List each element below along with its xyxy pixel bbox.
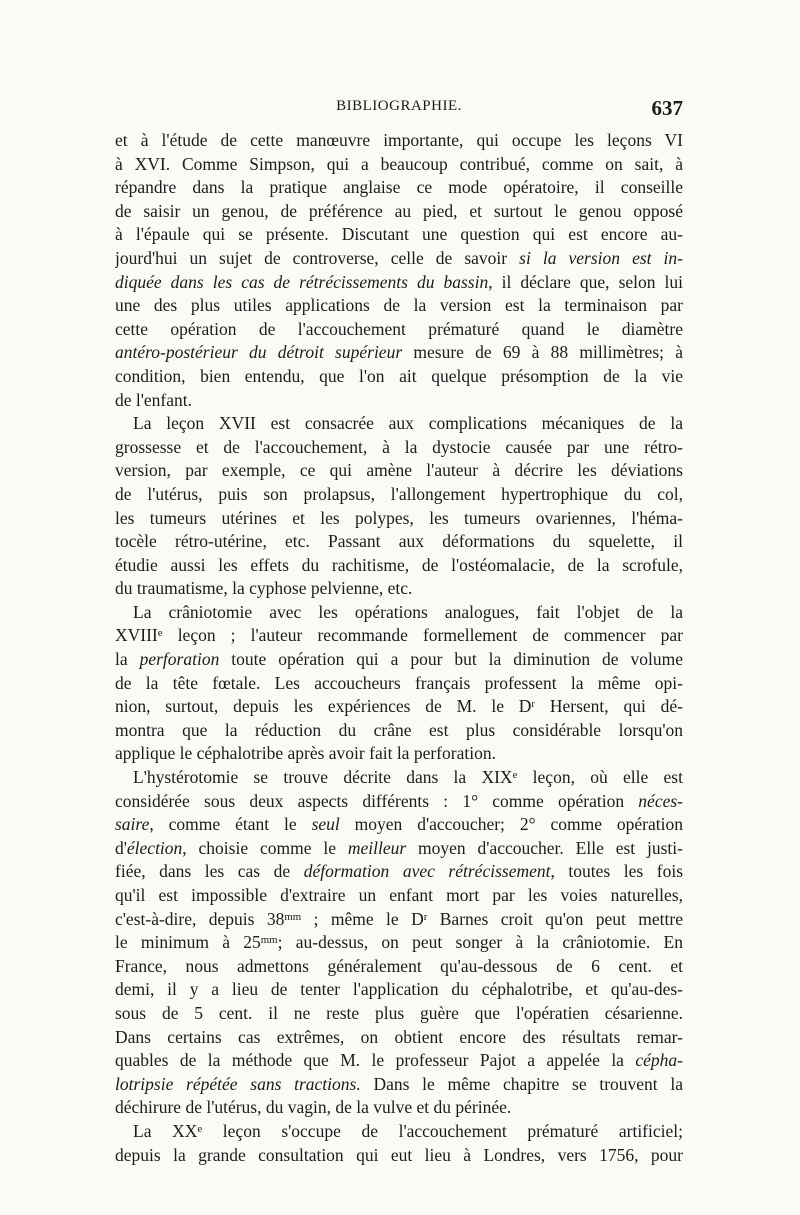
superscript: e (197, 1123, 203, 1136)
text-line (115, 294, 683, 318)
superscript: e (512, 769, 518, 782)
text-line (115, 860, 683, 884)
text-run: tocèle rétro-utérine, etc. Passant aux déformations du squelette, il (115, 531, 683, 552)
text-run: condition, bien entendu, que l'on ait quelque présomption de la vie (115, 365, 683, 386)
superscript: e (157, 627, 163, 640)
text-line (115, 247, 683, 271)
text-line (115, 766, 683, 790)
text-run: déchirure de l'utérus, du vagin, de la vulve et du périnée. (115, 1097, 512, 1118)
text-run: sous de 5 cent. il ne reste plus guère que l'opératien césarienne. (115, 1002, 683, 1023)
text-line (115, 176, 683, 200)
text-run: fiée, dans les cas de (115, 861, 304, 882)
italic-text: néces- (638, 790, 683, 811)
italic-text: meilleur (347, 837, 407, 858)
superscript: r (423, 910, 428, 923)
text-line (115, 341, 683, 365)
text-run: considérée sous deux aspects différents : 1° comme opération (115, 790, 639, 811)
text-line (115, 1049, 683, 1073)
text-run: , comme étant le (149, 814, 312, 835)
text-run: demi, il y a lieu de tenter l'application du céphalotribe, et qu'au-des- (115, 979, 683, 1000)
text-run: du traumatisme, la cyphose pelvienne, etc. (115, 578, 413, 599)
superscript: mm (260, 934, 278, 947)
text-line (115, 389, 683, 413)
text-run: , toutes les fois (550, 861, 683, 882)
text-run: une des plus utiles applications de la version est la terminaison par (115, 295, 683, 316)
text-run: leçon s'occupe de l'accouchement prématuré artificiel; (202, 1120, 683, 1141)
text-line (115, 153, 683, 177)
text-run: version, par exemple, ce qui amène l'auteur à décrire les déviations (115, 460, 683, 481)
text-run: étudie aussi les effets du rachitisme, de l'ostéomalacie, de la scrofule, (115, 554, 683, 575)
text-line (115, 978, 683, 1002)
text-run: moyen d'accoucher. Elle est justi- (406, 837, 683, 858)
text-line (115, 271, 683, 295)
text-line (115, 318, 683, 342)
text-run: cette opération de l'accouchement prématuré quand le diamètre (115, 318, 683, 339)
text-run: qu'il est impossible d'extraire un enfant mort par les voies naturelles, (115, 885, 683, 905)
text-line (115, 436, 683, 460)
text-run: et à l'étude de cette manœuvre importante, qui occupe les leçons VI (115, 130, 683, 150)
text-line (115, 1120, 683, 1144)
text-run: le minimum à 25 (115, 932, 261, 953)
text-line (115, 1073, 683, 1097)
page-header (115, 96, 683, 120)
italic-text: diquée dans les cas de rétrécissements du bassin (115, 271, 489, 292)
text-run: Dans le même chapitre se trouvent la (360, 1073, 683, 1094)
text-run: de la tête fœtale. Les accoucheurs français professent la même opi- (115, 672, 683, 693)
text-run: leçon ; l'auteur recommande formellement de commencer par (162, 625, 683, 646)
text-run: grossesse et de l'accouchement, à la dystocie causée par une rétro- (115, 436, 683, 457)
text-line (115, 601, 683, 625)
text-run: à XVI. Comme Simpson, qui a beaucoup contribué, comme on sait, à (115, 153, 683, 174)
italic-text: déformation avec rétrécissement (303, 861, 551, 882)
italic-text: lotripsie répétée sans tractions. (115, 1073, 361, 1094)
text-line (115, 507, 683, 531)
superscript: mm (284, 910, 302, 923)
text-line (115, 1096, 683, 1120)
italic-text: seul (311, 814, 340, 835)
page-number: 637 (651, 96, 683, 120)
body-text (115, 129, 683, 1167)
text-run: Hersent, qui dé- (535, 696, 683, 717)
italic-text: antéro-postérieur du détroit supérieur (115, 342, 403, 363)
text-run: nion, surtout, depuis les expériences de M. le D (115, 696, 532, 717)
text-line (115, 813, 683, 837)
text-line (115, 412, 683, 436)
text-run: de saisir un genou, de préférence au pied, et surtout le genou opposé (115, 200, 683, 221)
text-line (115, 1144, 683, 1168)
text-run: ; même le D (301, 908, 424, 929)
text-line (115, 955, 683, 979)
text-line (115, 908, 683, 932)
text-line (115, 790, 683, 814)
text-line (115, 648, 683, 672)
text-line (115, 554, 683, 578)
text-run: moyen d'accoucher; 2° comme opération (339, 814, 683, 835)
text-run: répandre dans la pratique anglaise ce mode opératoire, il conseille (115, 177, 683, 198)
text-run: , choisie comme le (182, 837, 348, 858)
text-run: France, nous admettons généralement qu'au-dessous de 6 cent. et (115, 955, 683, 976)
text-run: de l'utérus, puis son prolapsus, l'allongement hypertrophique du col, (115, 483, 683, 504)
text-run: La leçon XVII est consacrée aux complications mécaniques de la (133, 413, 683, 434)
text-run: depuis la grande consultation qui eut lieu à Londres, vers 1756, pour (115, 1144, 683, 1165)
text-run: XVIII (115, 625, 158, 646)
text-run: , il déclare que, selon lui (488, 271, 683, 292)
text-line (115, 672, 683, 696)
text-run: mesure de 69 à 88 millimètres; à (402, 342, 683, 363)
text-run: à l'épaule qui se présente. Discutant une question qui est encore au- (115, 224, 683, 245)
text-run: toute opération qui a pour but la diminution de volume (219, 649, 683, 670)
text-run: Dans certains cas extrêmes, on obtient encore des résultats remar- (115, 1026, 683, 1047)
text-run: leçon, où elle est (517, 767, 683, 788)
text-run: de l'enfant. (115, 389, 193, 410)
text-line (115, 129, 683, 153)
text-run: La XX (133, 1120, 198, 1141)
text-run: la (115, 649, 140, 670)
text-run: c'est-à-dire, depuis 38 (115, 908, 285, 929)
italic-text: si la version est in- (519, 247, 683, 268)
text-line (115, 931, 683, 955)
text-line (115, 695, 683, 719)
text-line (115, 1026, 683, 1050)
text-line (115, 483, 683, 507)
text-line (115, 884, 683, 908)
superscript: r (531, 698, 536, 711)
running-title: BIBLIOGRAPHIE. (336, 98, 462, 114)
text-line (115, 624, 683, 648)
text-run: La crâniotomie avec les opérations analogues, fait l'objet de la (133, 601, 683, 622)
text-run: jourd'hui un sujet de controverse, celle de savoir (115, 247, 520, 268)
text-run: les tumeurs utérines et les polypes, les tumeurs ovariennes, l'héma- (115, 507, 683, 528)
text-line (115, 577, 683, 601)
text-line (115, 837, 683, 861)
italic-text: perforation (139, 649, 220, 670)
italic-text: saire (115, 814, 150, 835)
text-run: L'hystérotomie se trouve décrite dans la XIX (133, 767, 513, 788)
italic-text: cépha- (635, 1050, 683, 1071)
text-run: applique le céphalotribe après avoir fait la perforation. (115, 743, 496, 764)
text-run: d' (115, 837, 127, 858)
text-line (115, 223, 683, 247)
text-line (115, 1002, 683, 1026)
text-run: quables de la méthode que M. le professeur Pajot a appelée la (115, 1050, 636, 1071)
text-line (115, 719, 683, 743)
text-run: montra que la réduction du crâne est plus considérable lorsqu'on (115, 719, 683, 740)
text-run: ; au-dessus, on peut songer à la crâniotomie. En (277, 932, 683, 953)
text-line (115, 200, 683, 224)
text-line (115, 365, 683, 389)
text-line (115, 530, 683, 554)
text-run: Barnes croit qu'on peut mettre (427, 908, 683, 929)
italic-text: élection (126, 837, 183, 858)
text-line (115, 459, 683, 483)
text-line (115, 742, 683, 766)
